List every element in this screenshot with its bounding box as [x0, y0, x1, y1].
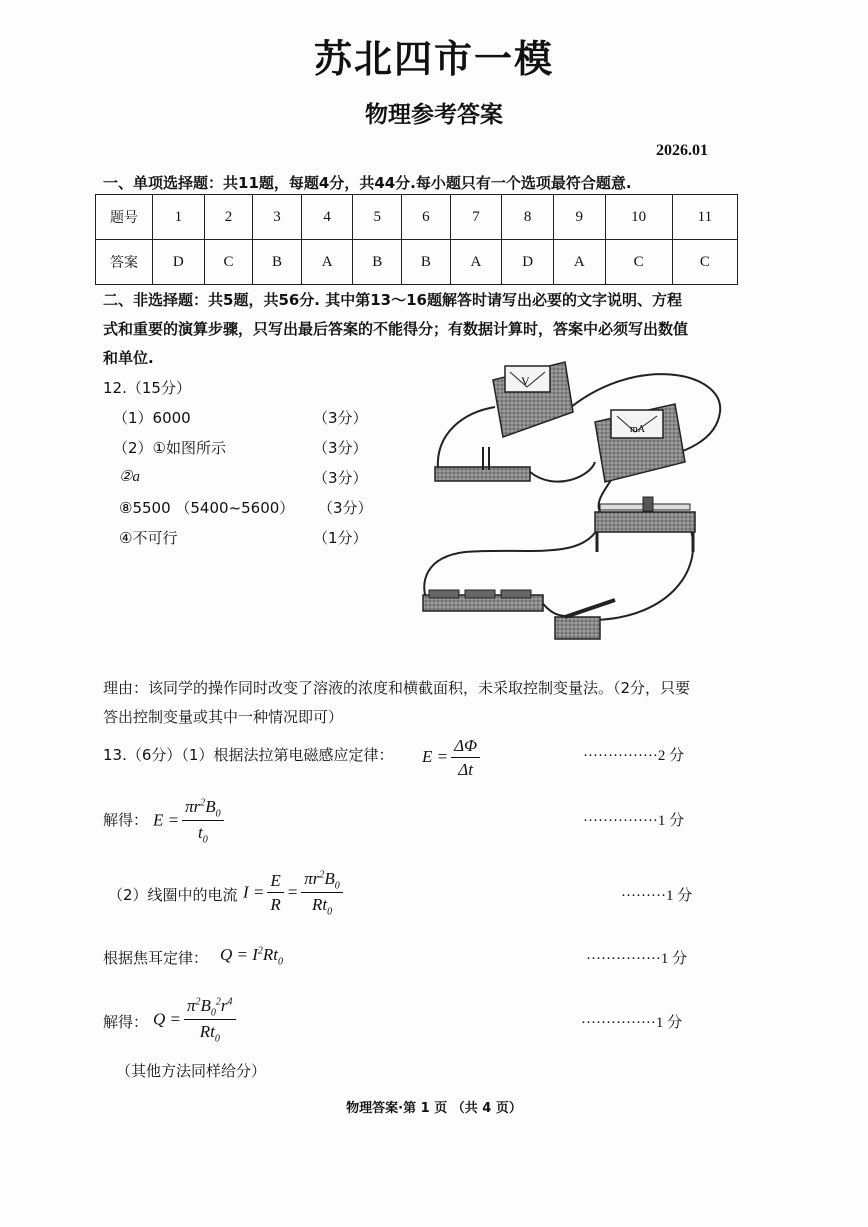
- question-number: 4: [301, 195, 353, 240]
- exam-date: 2026.01: [656, 142, 708, 159]
- q12-heading: 12.（15分）: [103, 379, 191, 397]
- q12-item-score: （1分）: [313, 529, 368, 547]
- q13-line5-score: ···············1 分: [581, 1015, 683, 1031]
- q12-item-text: （2）①如图所示: [113, 439, 226, 457]
- answer-cell: B: [353, 240, 402, 285]
- question-number: 1: [153, 195, 205, 240]
- q13-line1-text: 13.（6分）（1）根据法拉第电磁感应定律：: [103, 746, 394, 764]
- q13-line4-score: ···············1 分: [586, 951, 688, 967]
- answer-cell: D: [153, 240, 205, 285]
- q13-line1-score: ···············2 分: [583, 748, 685, 764]
- section2-line2: 式和重要的演算步骤，只写出最后答案的不能得分；有数据计算时，答案中必须写出数值: [103, 320, 689, 338]
- question-number-header: 题号: [96, 195, 153, 240]
- joule-formula: $Q = I^2Rt_0$: [220, 945, 284, 968]
- answer-table: [95, 194, 738, 285]
- q12-item-text: ⑧5500 （5400~5600）: [119, 499, 295, 517]
- circuit-diagram: [405, 352, 755, 657]
- q12-item-text: ②a: [119, 469, 140, 485]
- milliammeter: [595, 404, 685, 482]
- question-number: 7: [450, 195, 502, 240]
- q12-item-text: （1）6000: [113, 409, 191, 427]
- question-number: 5: [353, 195, 402, 240]
- voltmeter: [493, 362, 573, 437]
- milliammeter-label: mA: [630, 424, 645, 435]
- q13-line3-text: （2）线圈中的电流: [108, 886, 238, 904]
- q12-item-score: （3分）: [313, 409, 368, 427]
- question-number: 9: [553, 195, 605, 240]
- q12-reason-line1: 理由：该同学的操作同时改变了溶液的浓度和横截面积，未采取控制变量法。（2分，只要: [103, 679, 691, 697]
- question-number: 11: [672, 195, 737, 240]
- answer-cell: B: [402, 240, 451, 285]
- q12-item-score: （3分）: [313, 469, 368, 487]
- question-number: 10: [605, 195, 672, 240]
- table-row: [96, 195, 738, 240]
- q12-item-text: ④不可行: [119, 529, 178, 547]
- page-subtitle: 物理参考答案: [365, 102, 503, 128]
- q13-line4-text: 根据焦耳定律：: [103, 949, 209, 967]
- q13-line2-text: 解得：: [103, 811, 149, 829]
- heat-result-formula: Q = $\frac{\pi^2B_0^2r^4}{Rt_0}$: [153, 996, 239, 1045]
- current-formula: I = $\frac{E}{R}$ = $\frac{\pi r^2B_0}{Rt_0}$: [243, 869, 346, 918]
- battery-pack: [423, 590, 543, 611]
- answer-cell: A: [450, 240, 502, 285]
- section2-line1: 二、非选择题：共5题，共56分. 其中第13～16题解答时请写出必要的文字说明、方程: [103, 291, 682, 309]
- q12-item-score: （3分）: [313, 439, 368, 457]
- answer-cell: D: [502, 240, 554, 285]
- question-number: 6: [402, 195, 451, 240]
- q13-line3-score: ·········1 分: [621, 888, 693, 904]
- q12-item-score: （3分）: [318, 499, 373, 517]
- answer-header: 答案: [96, 240, 153, 285]
- section2-line3: 和单位.: [103, 349, 154, 367]
- q13-note: （其他方法同样给分）: [116, 1062, 267, 1080]
- answer-cell: C: [672, 240, 737, 285]
- q13-line2-score: ···············1 分: [583, 813, 685, 829]
- faraday-formula: E = $\frac{\Delta\Phi}{\Delta t}$: [422, 736, 483, 780]
- page-footer: 物理答案·第 1 页 （共 4 页）: [346, 1101, 522, 1116]
- sliding-rheostat: [595, 497, 695, 552]
- answer-cell: B: [253, 240, 302, 285]
- emf-result-formula: E = $\frac{\pi r^2B_0}{t_0}$: [153, 797, 227, 846]
- section1-heading: 一、单项选择题：共11题，每题4分，共44分.每小题只有一个选项最符合题意.: [103, 174, 632, 192]
- answer-cell: A: [301, 240, 353, 285]
- voltmeter-label: V: [521, 374, 530, 388]
- electrolyte-trough: [435, 447, 530, 481]
- question-number: 8: [502, 195, 554, 240]
- q13-line5-text: 解得：: [103, 1013, 149, 1031]
- q12-reason-line2: 答出控制变量或其中一种情况即可）: [103, 708, 344, 726]
- table-row: [96, 240, 738, 285]
- answer-cell: C: [605, 240, 672, 285]
- question-number: 2: [204, 195, 253, 240]
- question-number: 3: [253, 195, 302, 240]
- answer-cell: C: [204, 240, 253, 285]
- page-title: 苏北四市一模: [313, 37, 554, 81]
- answer-cell: A: [553, 240, 605, 285]
